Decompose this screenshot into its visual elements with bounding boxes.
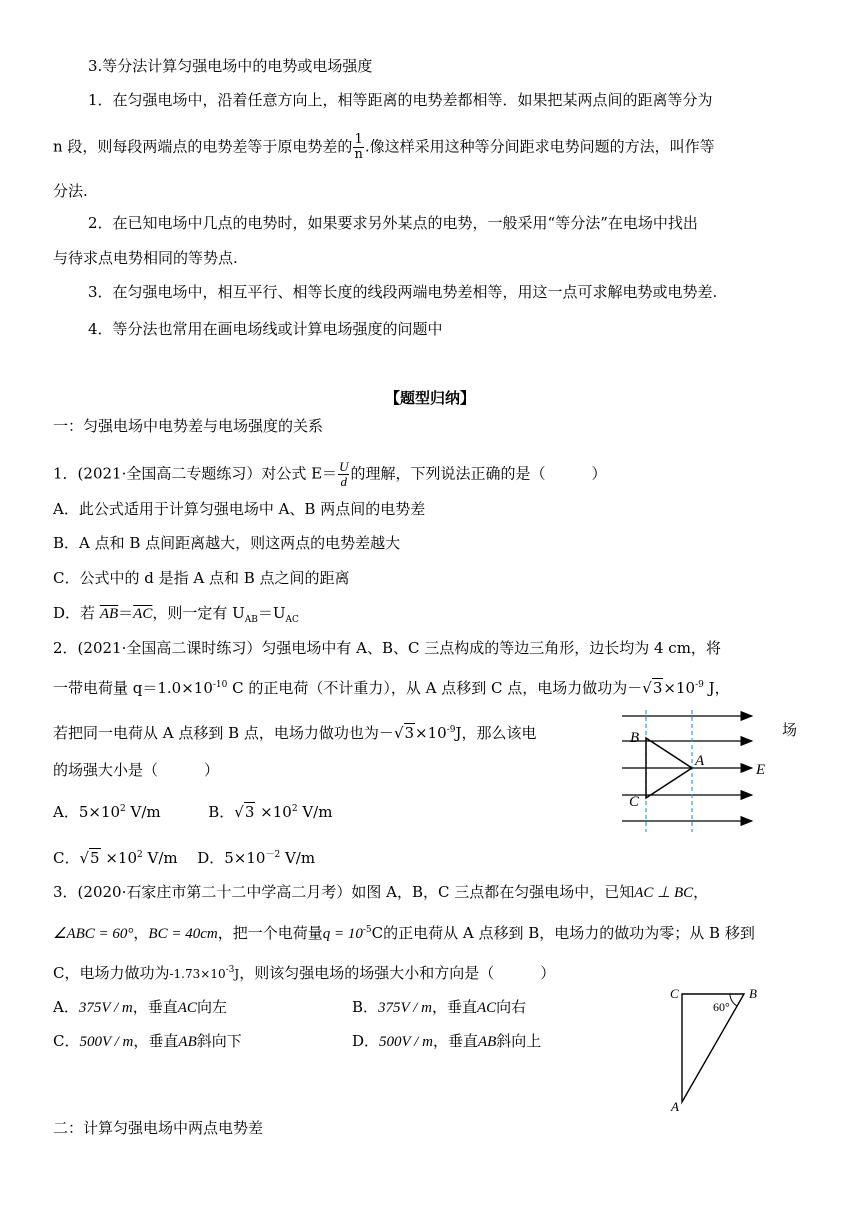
fraction-u-over-d: $\frac{U}{d}$	[339, 459, 349, 489]
question-2-option-d: D．$5\times 10^{-2}$ V/m	[197, 849, 316, 867]
question-2-option-b: B．$√3 \times 10^2$ V/m	[208, 803, 333, 821]
sqrt-3: √3	[393, 724, 415, 742]
question-2-line2: 一带电荷量 $q=1.0\times 10^{-10}$ C 的正电荷（不计重力），从 A 点移到 C 点，电场力做功为$-√3\times 10^{-9}$ J，	[53, 679, 730, 697]
label-b: B	[630, 730, 640, 746]
question-2-line1: 2．(2021·全国高二课时练习）匀强电场中有 A、B、C 三点构成的等边三角形，边长均为 4 cm，将	[53, 639, 721, 657]
paragraph-1-line3: 分法.	[53, 182, 88, 200]
paragraph-2-line2: 与待求点电势相同的等势点.	[53, 249, 238, 267]
part-1-title: 一：匀强电场中电势差与电场强度的关系	[53, 417, 324, 435]
question-2-line4: 的场强大小是（ ）	[53, 761, 220, 779]
sqrt-3: √3	[642, 679, 663, 697]
question-3-option-a: A．375V / m，垂直AC向左	[53, 998, 227, 1016]
paragraph-1-line2: n 段，则每段两端点的电势差等于原电势差的 $\frac{1}{n}$ .像这样采用这种等分间距求电势问题的方法，叫作等	[53, 132, 715, 162]
question-1-option-c: C．公式中的 d 是指 A 点和 B 点之间的距离	[53, 569, 350, 587]
label-a: A	[695, 753, 705, 769]
part-2-title: 二：计算匀强电场中两点电势差	[53, 1119, 264, 1137]
paragraph-1-line1: 1．在匀强电场中，沿着任意方向上，相等距离的电势差都相等．如果把某两点间的距离等分为	[88, 91, 713, 109]
question-3-option-b: B．375V / m，垂直AC向右	[352, 998, 527, 1016]
question-1-option-b: B．A 点和 B 点间距离越大，则这两点的电势差越大	[53, 534, 401, 552]
question-1-option-d: D．若 $\overline{AB}=\overline{AC}$，则一定有 $U_{AB}=U_{AC}$	[53, 604, 299, 625]
label-a: A	[671, 1099, 679, 1114]
question-3-line3: C，电场力做功为$-1.73\times 10^{-3}J$，则该匀强电场的场强大小和方向是（ ）	[53, 964, 556, 982]
label-c: C	[629, 794, 640, 810]
field-lines	[622, 716, 752, 821]
question-3-figure	[664, 984, 774, 1116]
label-e: E	[756, 762, 766, 778]
question-2-options-ab	[53, 799, 332, 822]
question-2-option-c: C．$√5 \times 10^2$ V/m	[53, 849, 178, 867]
label-c: C	[670, 986, 679, 1001]
equipotential-lines	[646, 710, 692, 832]
paragraph-4: 4．等分法也常用在画电场线或计算电场强度的问题中	[88, 320, 443, 338]
fraction-1-over-n: $\frac{1}{n}$	[354, 132, 363, 162]
section-heading: 3.等分法计算匀强电场中的电势或电场强度	[88, 57, 373, 75]
label-b: B	[749, 986, 757, 1001]
question-2-line3-tail: 场	[782, 721, 798, 739]
paragraph-2-line1: 2．在已知电场中几点的电势时，如果要求另外某点的电势，一般采用“等分法”在电场中找出	[88, 214, 698, 232]
paragraph-3: 3．在匀强电场中，相互平行、相等长度的线段两端电势差相等，用这一点可求解电势或电势差.	[88, 283, 718, 301]
question-2-figure	[612, 708, 782, 838]
types-title: 【题型归纳】	[384, 389, 475, 407]
question-3-option-d: D．500V / m，垂直AB斜向上	[352, 1032, 542, 1050]
angle-label: 60°	[713, 1000, 730, 1014]
question-1-stem: 1．(2021·全国高二专题练习）对公式 E＝ $\frac{U}{d}$ 的理解，下列说法正确的是（ ）	[53, 459, 607, 489]
question-2-option-a: A．$5\times 10^2$ V/m	[53, 803, 161, 821]
question-2-line3: 若把同一电荷从 A 点移到 B 点，电场力做功也为$-√3\times 10^{-9}J$，那么该电	[53, 724, 537, 742]
angle-arc	[730, 994, 737, 1006]
question-3-option-c: C．500V / m，垂直AB斜向下	[53, 1032, 242, 1050]
question-1-option-a: A．此公式适用于计算匀强电场中 A、B 两点间的电势差	[53, 500, 426, 518]
question-2-options-cd	[53, 845, 315, 868]
question-3-line2: ∠ABC = 60°，BC = 40cm，把一个电荷量$q = 10^{-5}C$的正电荷从 A 点移到 B，电场力的做功为零；从 B 移到	[53, 924, 755, 942]
question-3-line1: 3．(2020·石家庄市第二十二中学高二月考）如图 A，B，C 三点都在匀强电场中，已知AC ⊥ BC，	[53, 883, 709, 901]
